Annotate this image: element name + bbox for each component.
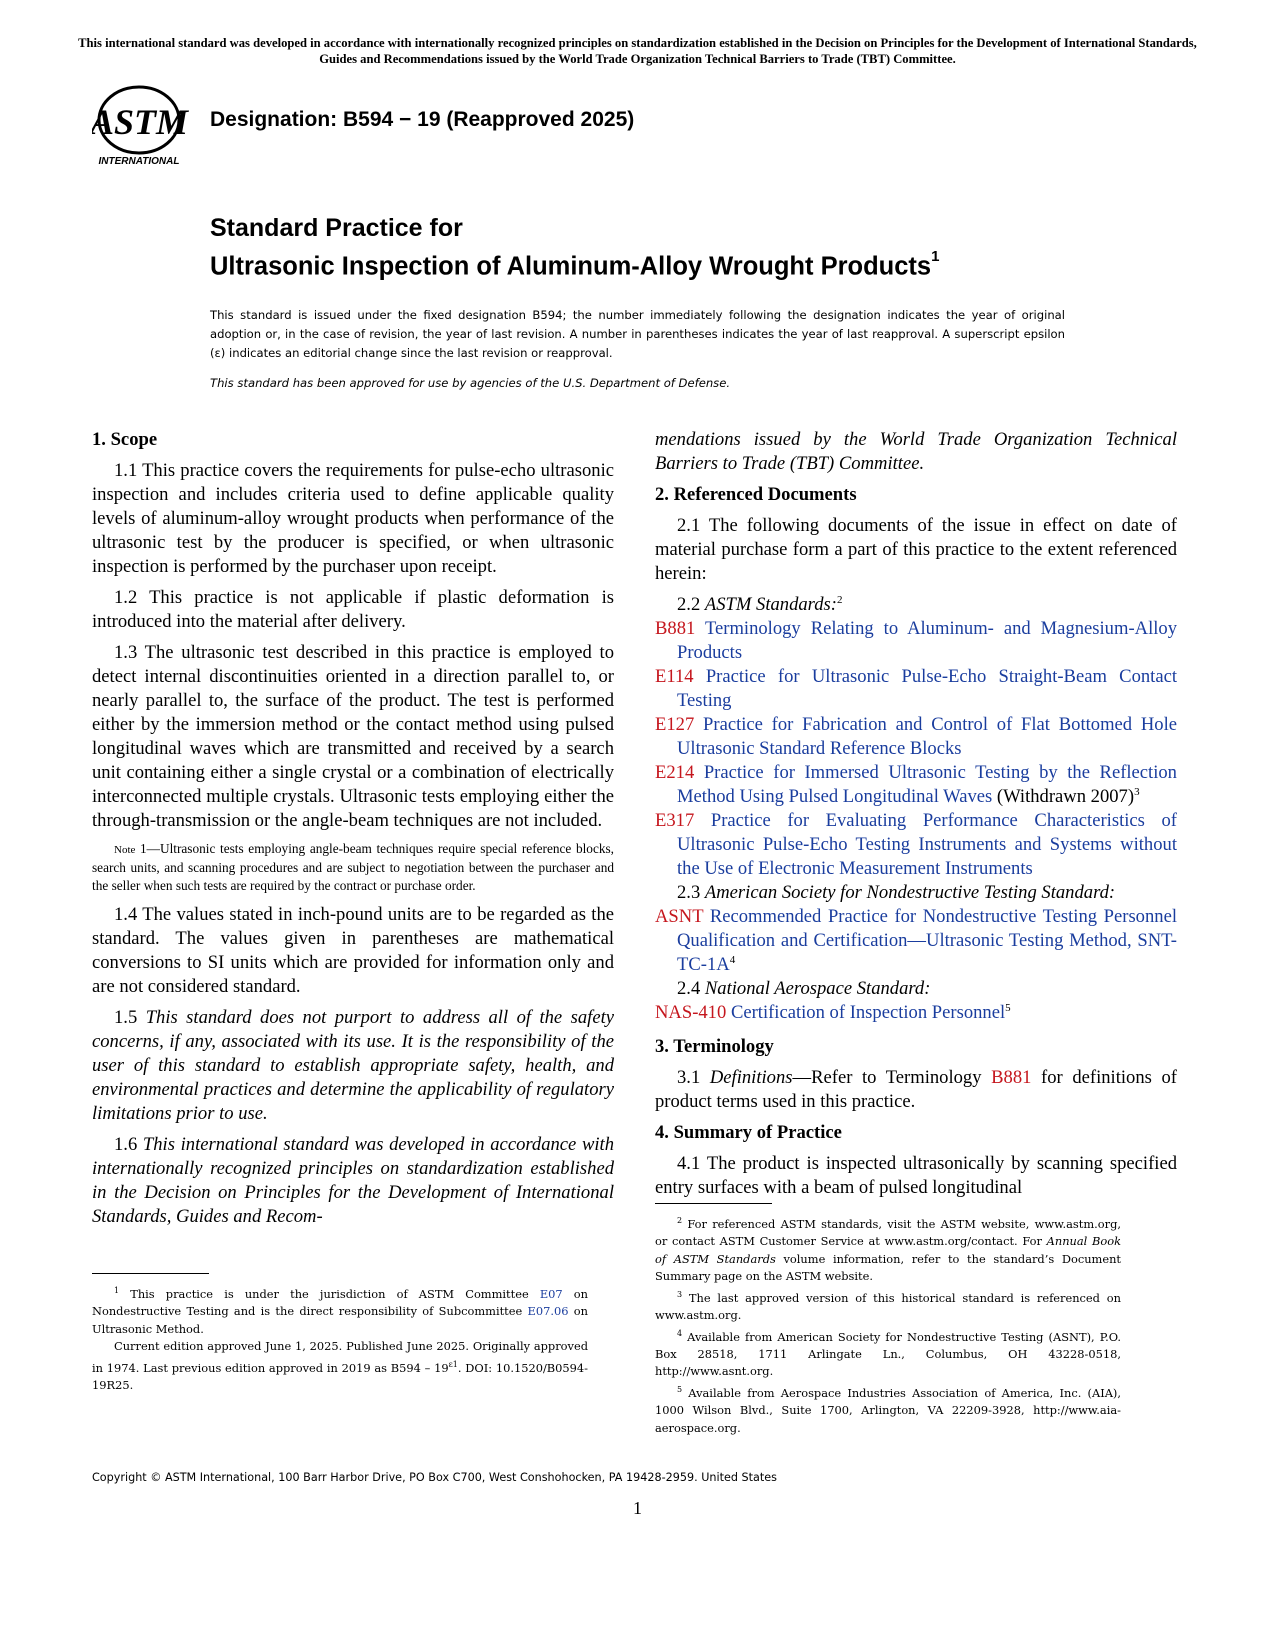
para-text: ASTM Standards: xyxy=(704,594,837,615)
issue-note: This standard is issued under the fixed designation B594; the number immediately following the designation indicates the year of original adoption or, in the case of revision, the year of last revision. A number in parentheses indicates the year of last reapproval. A superscript epsilon (ε) indicates an editorial change since the last revision or reapproval. xyxy=(210,308,1065,360)
footnote-text: on Nondestructive Testing and is the direct responsibility of Subcommittee xyxy=(92,1286,588,1319)
ref-title[interactable]: Recommended Practice for Nondestructive Testing Personnel Qualification and Certification—Ultrasonic Testing Method, SNT-TC-1A xyxy=(677,906,1177,975)
para-1-3: 1.3 The ultrasonic test described in this practice is employed to detect internal discontinuities oriented in a direction parallel to, or nearly parallel to, the surface of the product. The test is performed either by the immersion method or the contact method using pulsed longitudinal waves which are transmitted and received by a search unit containing either a single crystal or a combination of electrically interconnected multiple crystals. Ultrasonic tests employing either the through-transmission or the angle-beam techniques are not included. xyxy=(92,642,614,831)
footnote-mark: 2 xyxy=(836,593,843,606)
para-text: This international standard was developed in accordance with internationally recognized principles on standardization established in the Decision on Principles for the Development of International Standards, Guides and Recom- xyxy=(92,1133,615,1227)
footnote-text: Available from Aerospace Industries Association of America, Inc. (AIA), 1000 Wilson Blvd., Suite 1700, Arlington, VA 22209-3928, http://www.aia-aerospace.org. xyxy=(655,1385,1121,1435)
para-3-1 xyxy=(655,1066,1177,1114)
para-text: National Aerospace Standard: xyxy=(704,978,931,999)
footnote-4 xyxy=(655,1325,1121,1381)
reference-asnt[interactable] xyxy=(655,905,1177,977)
footnote-text: on Ultrasonic Method. xyxy=(92,1304,588,1336)
para-1-1: 1.1 This practice covers the requirements for pulse-echo ultrasonic inspection and includes criteria used to define applicable quality levels of aluminum-alloy wrought products when performance of the ultrasonic test by the producer is specified, or when ultrasonic inspection is performed by the purchaser upon receipt. xyxy=(92,460,614,577)
footnote-mark: 1 xyxy=(114,1286,120,1295)
footnote-text: This practice is under the jurisdiction of ASTM Committee xyxy=(119,1286,540,1301)
footnote-mark: 4 xyxy=(677,1328,683,1338)
footnote-text: For referenced ASTM standards, visit the ASTM website, www.astm.org, or contact ASTM Customer Service at www.astm.org/contact. For xyxy=(655,1216,1121,1249)
footnote-italic: Annual Book of ASTM Standards xyxy=(655,1234,1121,1266)
footnote-text: The last approved version of this historical standard is referenced on www.astm.org. xyxy=(655,1290,1121,1323)
title-text: Ultrasonic Inspection of Aluminum-Alloy Wrought Products xyxy=(210,252,932,281)
para-text: for definitions of product terms used in this practice. xyxy=(655,1067,1177,1112)
para-number: 2.4 xyxy=(677,978,705,999)
reference-e127[interactable] xyxy=(655,713,1177,761)
footnote-2 xyxy=(655,1212,1121,1286)
para-2-3 xyxy=(655,881,1177,905)
para-1-6 xyxy=(92,1133,614,1229)
right-column xyxy=(655,428,1177,1207)
footnote-mark: 2 xyxy=(677,1216,683,1225)
note-label: Note xyxy=(114,844,136,856)
para-text: —Refer to Terminology xyxy=(792,1067,992,1088)
title-line-2 xyxy=(210,244,1110,284)
para-2-2 xyxy=(655,593,1177,617)
ref-title[interactable]: Practice for Evaluating Performance Characteristics of Ultrasonic Pulse-Echo Testing Instruments and Systems without the Use of Electronic Measurement Instruments xyxy=(677,810,1177,879)
ref-title[interactable]: Terminology Relating to Aluminum- and Magnesium-Alloy Products xyxy=(677,618,1177,663)
ref-title[interactable]: Practice for Immersed Ultrasonic Testing by the Reflection Method Using Pulsed Longitudinal Waves xyxy=(677,762,1177,807)
reference-b881[interactable] xyxy=(655,617,1177,665)
ref-code[interactable]: E214 xyxy=(655,762,695,783)
reference-e114[interactable] xyxy=(655,665,1177,713)
para-1-5 xyxy=(92,1006,614,1126)
ref-code[interactable]: NAS-410 xyxy=(655,1002,727,1023)
note-1 xyxy=(92,840,614,896)
svg-text:INTERNATIONAL: INTERNATIONAL xyxy=(98,156,180,167)
dod-note: This standard has been approved for use by agencies of the U.S. Department of Defense. xyxy=(210,376,731,390)
para-number: 3.1 xyxy=(677,1067,710,1088)
footnote-rule xyxy=(655,1203,772,1204)
left-column xyxy=(92,428,614,1236)
footnote-mark: 3 xyxy=(1134,785,1140,798)
footnote-rule xyxy=(92,1273,209,1274)
link-e07[interactable]: E07 xyxy=(539,1286,563,1301)
terminology-heading: 3. Terminology xyxy=(655,1036,774,1057)
para-1-2: 1.2 This practice is not applicable if plastic deformation is introduced into the material after delivery. xyxy=(92,587,614,632)
para-number: 2.3 xyxy=(677,882,705,903)
para-number: 1.5 xyxy=(114,1006,146,1028)
footnote-mark: 3 xyxy=(677,1289,683,1299)
footnote-mark: 5 xyxy=(1005,1001,1011,1014)
note-text: 1—Ultrasonic tests employing angle-beam techniques require special reference blocks, search units, and scanning procedures and are subject to negotiation between the purchaser and the seller when such tests are required by the contract or purchase order. xyxy=(92,841,614,894)
para-2-1: 2.1 The following documents of the issue in effect on date of material purchase form a part of this practice to the extent referenced herein: xyxy=(655,515,1177,584)
ref-code[interactable]: E114 xyxy=(655,666,694,687)
footnotes-left xyxy=(92,1273,588,1395)
footnote-text: volume information, refer to the standard’s Document Summary page on the ASTM website. xyxy=(655,1251,1121,1284)
ref-title[interactable]: Practice for Fabrication and Control of Flat Bottomed Hole Ultrasonic Standard Reference Blocks xyxy=(677,714,1178,759)
epsilon-mark: ε1 xyxy=(448,1359,458,1369)
footnote-text: Current edition approved June 1, 2025. Published June 2025. Originally approved in 1974. Last previous edition approved in 2019 as B594 – 19 xyxy=(92,1339,588,1375)
footnote-mark: 5 xyxy=(677,1384,683,1394)
reference-nas-410[interactable] xyxy=(655,1001,1177,1025)
footnotes-right xyxy=(655,1203,1121,1437)
para-2-4 xyxy=(655,977,1177,1001)
para-number: 1.6 xyxy=(114,1133,143,1155)
title-line-1: Standard Practice for xyxy=(210,214,463,242)
para-text: This standard does not purport to address all of the safety concerns, if any, associated with its use. It is the responsibility of the user of this standard to establish appropriate safety, health, and environmental practices and determine the applicability of regulatory limitations prior to use. xyxy=(92,1006,614,1124)
top-notice: This international standard was developed in accordance with internationally recognized principles on standardization established in the Decision on Principles for the Development of International Standards, Guides and Recommendations issued by the World Trade Organization Technical Barriers to Trade (TBT) Committee. xyxy=(78,36,1197,66)
link-b881[interactable]: B881 xyxy=(991,1067,1032,1088)
ref-title[interactable]: Practice for Ultrasonic Pulse-Echo Straight-Beam Contact Testing xyxy=(677,666,1177,711)
title-block xyxy=(210,212,1110,284)
para-4-1: 4.1 The product is inspected ultrasonically by scanning specified entry surfaces with a beam of pulsed longitudinal xyxy=(655,1153,1177,1198)
footnote-text: . DOI: 10.1520/B0594-19R25. xyxy=(92,1360,588,1393)
para-text: American Society for Nondestructive Testing Standard: xyxy=(704,882,1116,903)
title-footnote-mark: 1 xyxy=(931,248,940,265)
footnote-3 xyxy=(655,1286,1121,1325)
referenced-heading: 2. Referenced Documents xyxy=(655,484,857,505)
footnote-mark: 4 xyxy=(729,953,736,966)
para-1-4: 1.4 The values stated in inch-pound units are to be regarded as the standard. The values given in parentheses are mathematical conversions to SI units which are provided for information only and are not considered standard. xyxy=(92,903,614,997)
svg-text:ASTM: ASTM xyxy=(92,102,189,142)
ref-code[interactable]: E317 xyxy=(655,810,695,831)
astm-logo xyxy=(92,84,192,174)
summary-heading: 4. Summary of Practice xyxy=(655,1122,842,1143)
reference-e317[interactable] xyxy=(655,809,1177,881)
footnote-5 xyxy=(655,1381,1121,1437)
ref-extra: (Withdrawn 2007) xyxy=(992,786,1135,807)
ref-code[interactable]: E127 xyxy=(655,714,695,735)
ref-code[interactable]: ASNT xyxy=(655,906,704,927)
para-number: 2.2 xyxy=(677,594,705,615)
para-1-6-continued: mendations issued by the World Trade Organization Technical Barriers to Trade (TBT) Committee. xyxy=(655,429,1177,474)
footnote-1-edition xyxy=(92,1338,588,1394)
footnote-text: Available from American Society for Nondestructive Testing (ASNT), P.O. Box 28518, 1711 Arlingate Ln., Columbus, OH 43228-0518, http://www.asnt.org. xyxy=(655,1329,1121,1379)
link-e07-06[interactable]: E07.06 xyxy=(527,1304,569,1319)
ref-title[interactable]: Certification of Inspection Personnel xyxy=(730,1002,1006,1023)
ref-code[interactable]: B881 xyxy=(655,618,696,639)
designation: Designation: B594 − 19 (Reapproved 2025) xyxy=(210,108,635,131)
scope-heading: 1. Scope xyxy=(92,429,158,450)
copyright-line: Copyright © ASTM International, 100 Barr Harbor Drive, PO Box C700, West Conshohocken, PA 19428-2959. United States xyxy=(92,1471,777,1484)
reference-e214[interactable] xyxy=(655,761,1177,809)
page-number: 1 xyxy=(633,1498,642,1518)
footnote-1 xyxy=(92,1282,588,1338)
term-label: Definitions xyxy=(709,1067,793,1088)
